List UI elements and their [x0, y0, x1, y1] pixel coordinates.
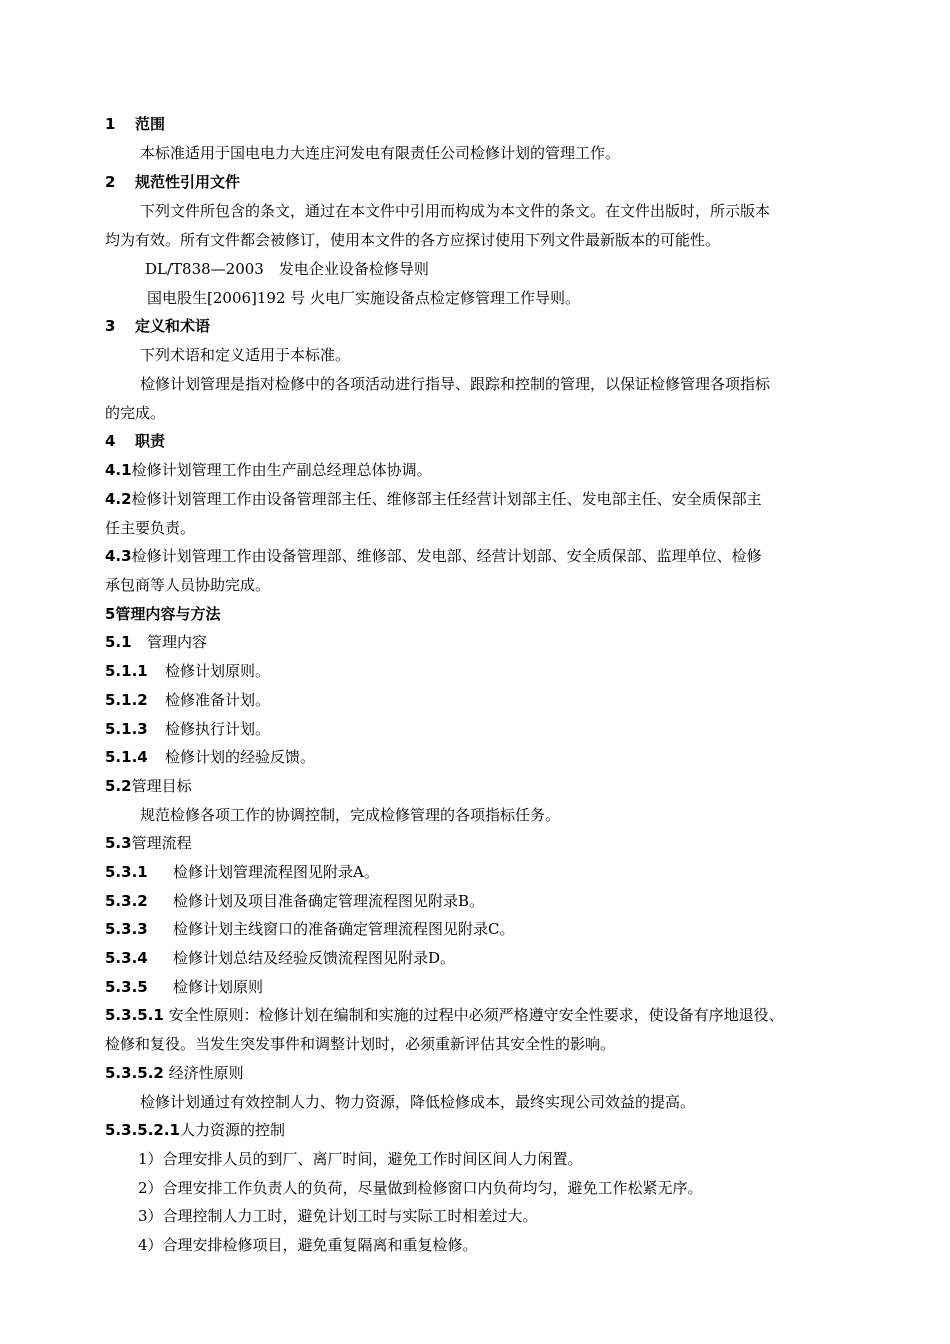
list-item: 3）合理控制人力工时，避免计划工时与实际工时相差过大。 [138, 1207, 538, 1225]
heading-1 [105, 114, 165, 134]
list-item: 1）合理安排人员的到厂、离厂时间，避免工作时间区间人力闲置。 [138, 1150, 583, 1168]
paragraph: 本标准适用于国电电力大连庄河发电有限责任公司检修计划的管理工作。 [140, 144, 621, 162]
clause-number: 4.3 [105, 547, 132, 565]
clause-number: 5.3.5.1 [105, 1006, 164, 1024]
clause-4-3 [105, 546, 762, 566]
heading-title: 规范性引用文件 [135, 173, 241, 191]
clause-number: 5.2 [105, 777, 132, 795]
list-item: 2）合理安排工作负责人的负荷，尽量做到检修窗口内负荷均匀，避免工作松紧无序。 [138, 1179, 703, 1197]
clause-text: 安全性原则：检修计划在编制和实施的过程中必须严格遵守安全性要求，使设备有序地退役、 [168, 1006, 784, 1024]
paragraph-continuation: 的完成。 [105, 404, 166, 422]
clause-text: 管理内容 [147, 633, 208, 651]
clause-5-3-5 [105, 977, 263, 997]
clause-number: 5.1.4 [105, 748, 148, 766]
clause-5-3-2 [105, 891, 484, 911]
clause-text: 检修准备计划。 [165, 691, 271, 709]
clause-text: 检修计划的经验反馈。 [165, 748, 316, 766]
heading-title: 职责 [135, 432, 166, 450]
paragraph: 检修计划管理是指对检修中的各项活动进行指导、跟踪和控制的管理，以保证检修管理各项指标 [140, 375, 771, 393]
clause-text: 检修计划管理工作由生产副总经理总体协调。 [131, 461, 432, 479]
paragraph-continuation: 均为有效。所有文件都会被修订，使用本文件的各方应探讨使用下列文件最新版本的可能性。 [105, 231, 721, 249]
clause-number: 5.3.4 [105, 949, 148, 967]
heading-3 [105, 316, 210, 336]
clause-number: 5.1.1 [105, 662, 148, 680]
heading-title: 定义和术语 [135, 317, 211, 335]
clause-text: 检修计划及项目准备确定管理流程图见附录B。 [173, 892, 485, 910]
clause-5-1-3 [105, 719, 270, 739]
paragraph: 下列术语和定义适用于本标准。 [140, 346, 351, 364]
clause-5-1 [105, 632, 207, 652]
clause-text: 检修计划主线窗口的准备确定管理流程图见附录C。 [173, 920, 515, 938]
clause-5-2 [105, 776, 192, 796]
reference-item: 国电股生[2006]192 号 火电厂实施设备点检定修管理工作导则。 [147, 289, 581, 307]
heading-title: 范围 [135, 115, 166, 133]
clause-text: 检修计划管理工作由设备管理部、维修部、发电部、经营计划部、安全质保部、监理单位、检修 [131, 547, 762, 565]
clause-5-3-1 [105, 862, 379, 882]
clause-5-3-4 [105, 948, 455, 968]
paragraph-continuation: 检修和复役。当发生突发事件和调整计划时，必须重新评估其安全性的影响。 [105, 1035, 616, 1053]
clause-number: 5.3.2 [105, 892, 148, 910]
reference-item: DL/T838—2003 发电企业设备检修导则 [145, 260, 429, 278]
list-item: 4）合理安排检修项目，避免重复隔离和重复检修。 [138, 1236, 478, 1254]
clause-text: 检修计划管理流程图见附录A。 [173, 863, 379, 881]
clause-5-1-1 [105, 661, 270, 681]
heading-4 [105, 431, 165, 451]
clause-text: 人力资源的控制 [179, 1121, 285, 1139]
clause-5-3-3 [105, 919, 514, 939]
clause-5-1-2 [105, 690, 270, 710]
paragraph: 检修计划通过有效控制人力、物力资源，降低检修成本，最终实现公司效益的提高。 [140, 1093, 696, 1111]
clause-5-3-5-2 [105, 1063, 244, 1083]
heading-number: 3 [105, 317, 116, 335]
clause-number: 5.3.5.2 [105, 1064, 164, 1082]
clause-5-3 [105, 833, 192, 853]
clause-text: 管理流程 [131, 834, 192, 852]
clause-number: 5.1.2 [105, 691, 148, 709]
clause-5-1-4 [105, 747, 315, 767]
clause-text: 检修执行计划。 [165, 720, 271, 738]
clause-number: 5.3.1 [105, 863, 148, 881]
heading-5: 5管理内容与方法 [105, 605, 221, 623]
clause-number: 4.1 [105, 461, 132, 479]
paragraph: 规范检修各项工作的协调控制，完成检修管理的各项指标任务。 [140, 806, 561, 824]
heading-number: 1 [105, 115, 116, 133]
paragraph: 下列文件所包含的条文，通过在本文件中引用而构成为本文件的条文。在文件出版时，所示版本 [140, 202, 771, 220]
clause-number: 5.3.5 [105, 978, 148, 996]
clause-number: 4.2 [105, 490, 132, 508]
clause-number: 5.3 [105, 834, 132, 852]
clause-number: 5.1 [105, 633, 132, 651]
heading-2 [105, 172, 240, 192]
clause-4-2 [105, 489, 762, 509]
clause-5-3-5-2-1 [105, 1120, 285, 1140]
clause-number: 5.1.3 [105, 720, 148, 738]
clause-text: 经济性原则 [168, 1064, 244, 1082]
clause-text: 检修计划管理工作由设备管理部主任、维修部主任经营计划部主任、发电部主任、安全质保部主 [131, 490, 762, 508]
clause-text: 检修计划总结及经验反馈流程图见附录D。 [173, 949, 456, 967]
clause-text: 检修计划原则。 [165, 662, 271, 680]
paragraph-continuation: 任主要负责。 [105, 519, 196, 537]
clause-4-1 [105, 460, 432, 480]
paragraph-continuation: 承包商等人员协助完成。 [105, 576, 271, 594]
clause-5-3-5-1 [105, 1005, 784, 1025]
clause-number: 5.3.5.2.1 [105, 1121, 180, 1139]
clause-text: 管理目标 [131, 777, 192, 795]
heading-number: 2 [105, 173, 116, 191]
clause-text: 检修计划原则 [173, 978, 264, 996]
heading-number: 4 [105, 432, 116, 450]
clause-number: 5.3.3 [105, 920, 148, 938]
